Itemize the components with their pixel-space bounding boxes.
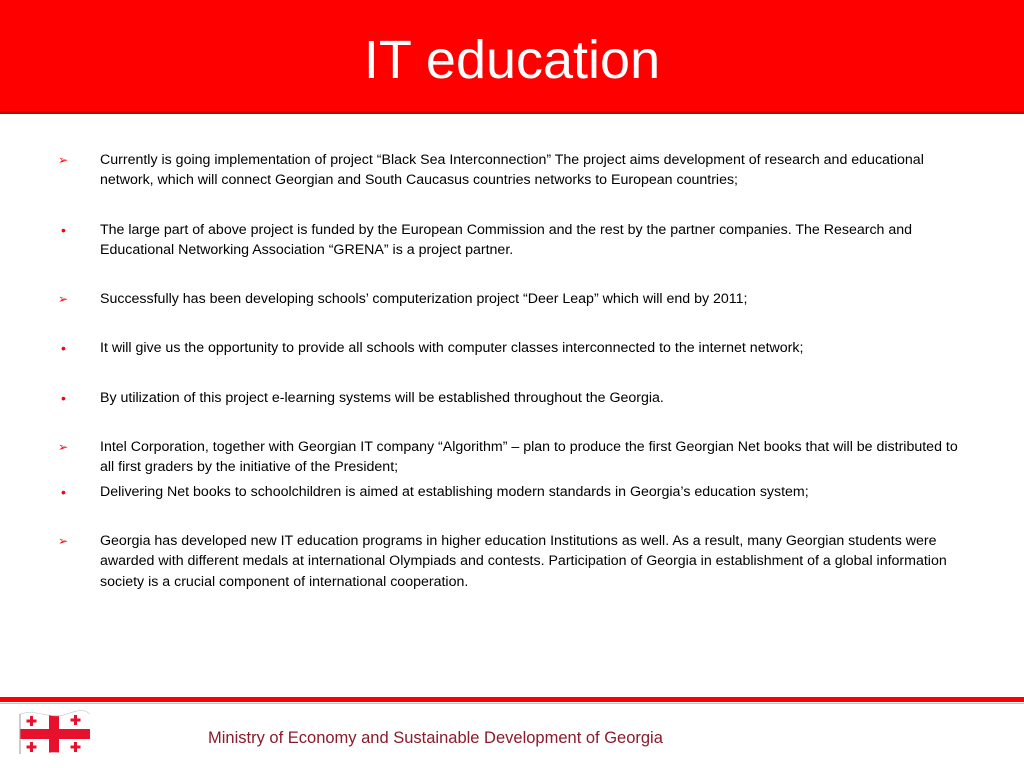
bullet-text: Intel Corporation, together with Georgian IT company “Algorithm” – plan to produce the first Georgian Net books that will be distributed to all first graders by the initiative of the President; [100,439,958,476]
footer-divider [0,697,1024,702]
footer-divider-thin [0,703,1024,704]
bullet-item [58,437,964,478]
bullet-item [58,531,964,592]
footer-ministry-name: Ministry of Economy and Sustainable Development of Georgia [208,729,663,747]
bullet-text: Delivering Net books to schoolchildren is aimed at establishing modern standards in Georgia’s education system; [100,483,809,500]
bullet-text: It will give us the opportunity to provide all schools with computer classes interconnected to the internet network; [100,340,804,357]
bullet-item [58,220,964,261]
arrow-bullet-icon: ➢ [58,440,69,455]
dot-bullet-icon: • [61,340,66,357]
title-bar [0,0,1024,114]
arrow-bullet-icon: ➢ [58,153,69,167]
bullet-text: The large part of above project is funded by the European Commission and the rest by the partner companies. The Research and Educational Networking Association “GRENA” is a project partner. [100,221,913,258]
georgia-flag-icon [16,706,92,762]
bullet-text: Successfully has been developing schools’ computerization project “Deer Leap” which will end by 2011; [100,291,748,308]
arrow-bullet-icon: ➢ [58,292,69,307]
bullet-item [58,482,964,502]
bullet-item [58,338,964,358]
slide-title: IT education [363,30,661,90]
bullet-list [58,150,964,592]
bullet-item [58,388,964,408]
dot-bullet-icon: • [61,483,66,500]
bullet-text: Georgia has developed new IT education programs in higher education Institutions as well. As a result, many Georgian students were awarded with different medals at international Olympiads and contests. Participation of Georgia in establishment of a global information society is a crucial component of international cooperation. [100,532,947,590]
dot-bullet-icon: • [61,221,66,238]
bullet-text: By utilization of this project e-learning systems will be established throughout the Georgia. [100,389,664,406]
arrow-bullet-icon: ➢ [58,533,69,548]
bullet-item [58,289,964,309]
bullet-item [58,150,964,191]
bullet-text: Currently is going implementation of project “Black Sea Interconnection” The project aims development of research and educational network, which will connect Georgian and South Caucasus countries networks to European countries; [100,152,924,189]
dot-bullet-icon: • [61,389,66,406]
